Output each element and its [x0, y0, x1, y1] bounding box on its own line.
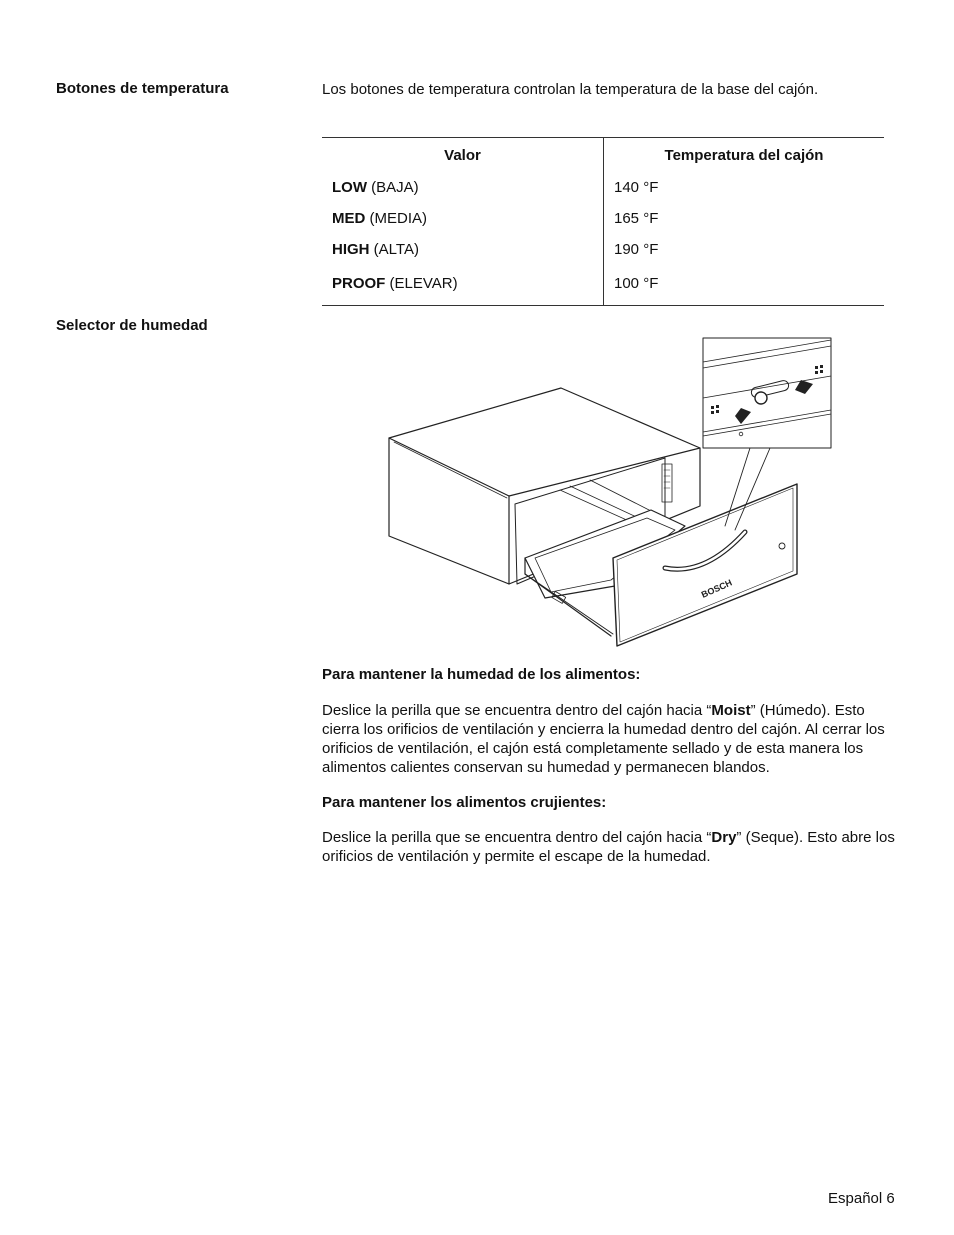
temperature-cell: 100 °F [614, 274, 659, 292]
setting-name: MED [332, 210, 366, 227]
setting-cell [322, 172, 604, 203]
setting-name: LOW [332, 179, 367, 196]
setting-cell [322, 203, 604, 234]
column-header-setting: Valor [322, 138, 604, 173]
moist-text-after: ” (Húmedo). Esto cierra los orificios de ventilación y encierra la humedad dentro del cajón. Al cerrar los orificios de ventilación, el cajón está completamente sellado y de esta manera los alimentos calientes conservan su humedad y permanecen blandos. [322, 702, 885, 776]
setting-note: (ALTA) [369, 241, 419, 258]
crisp-subheading: Para mantener los alimentos crujientes: [322, 794, 607, 811]
moist-subheading: Para mantener la humedad de los alimentos: [322, 666, 641, 683]
setting-name: PROOF [332, 274, 386, 292]
setting-name: HIGH [332, 241, 370, 258]
setting-note: (MEDIA) [365, 210, 428, 227]
temperature-cell: 190 °F [614, 241, 659, 258]
table-header-row [322, 138, 884, 173]
table-row [322, 172, 884, 203]
setting-cell [322, 234, 604, 265]
temperature-cell: 165 °F [614, 210, 659, 227]
moist-text-before: Deslice la perilla que se encuentra dentro del cajón hacia “ [322, 702, 712, 719]
temperature-buttons-heading: Botones de temperatura [56, 80, 229, 97]
table-row [322, 234, 884, 265]
column-header-temperature: Temperatura del cajón [664, 146, 824, 164]
temperature-intro-text: Los botones de temperatura controlan la temperatura de la base del cajón. [322, 81, 819, 98]
page-number: Español 6 [828, 1190, 895, 1207]
setting-note: (ELEVAR) [385, 274, 458, 292]
table-row [322, 265, 884, 306]
temperature-cell: 140 °F [614, 179, 659, 196]
crisp-text-after: ” (Seque). Esto abre los orificios de ventilación y permite el escape de la humedad. [322, 829, 895, 865]
humidity-slider-detail [703, 338, 831, 448]
moist-keyword: Moist [711, 702, 751, 719]
crisp-text-before: Deslice la perilla que se encuentra dentro del cajón hacia “ [322, 829, 712, 846]
humidity-slider-knob [755, 392, 767, 404]
humidity-selector-heading: Selector de humedad [56, 317, 208, 334]
table-row [322, 203, 884, 234]
crisp-paragraph [322, 828, 897, 866]
crisp-keyword: Dry [711, 829, 737, 846]
setting-note: (BAJA) [367, 179, 419, 196]
temperature-table [322, 137, 884, 306]
setting-cell [322, 265, 604, 306]
brand-logo: BOSCH [699, 577, 734, 600]
moist-paragraph [322, 701, 897, 777]
warming-drawer-illustration [385, 336, 835, 651]
